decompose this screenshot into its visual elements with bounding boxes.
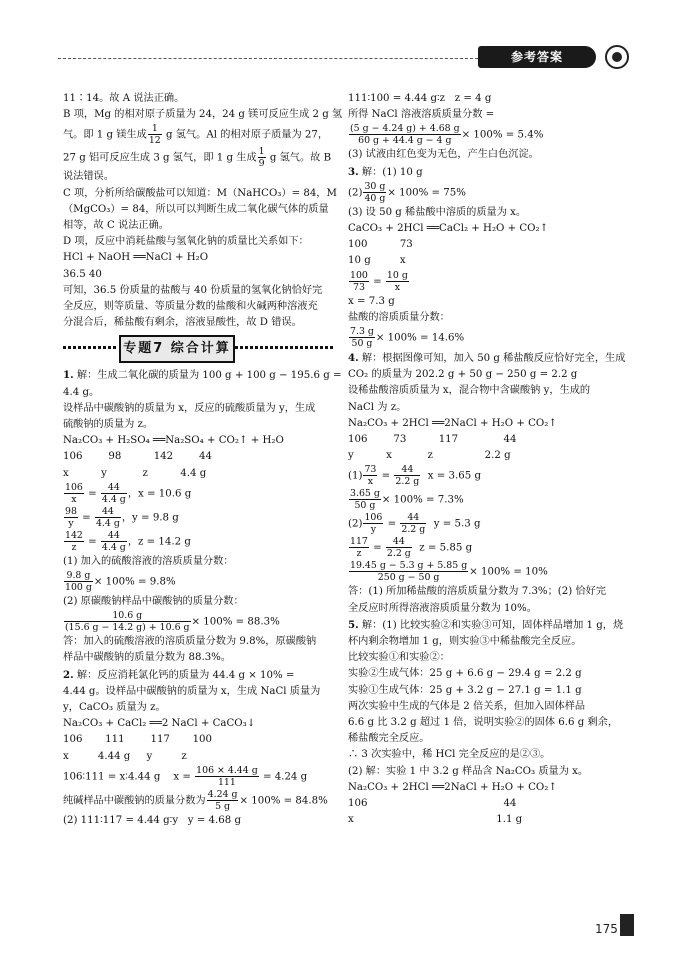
formula: $\frac{19.45 g - 5.3 g + 5.85 g}{250 g - 50 g}$ × 100% = 10% xyxy=(350,560,548,584)
text-line: 6.6 g 比 3.2 g 超过 1 倍，说明实验②的固体 6.6 g 剩余， xyxy=(348,717,619,729)
text-line: 气。即 1 g 镁生成 $\frac{1}{12}$ g 氢气。Al 的相对原子质量为 27， xyxy=(63,123,329,147)
equation: Na₂CO₃ + 2HCl ══2NaCl + H₂O + CO₂↑ xyxy=(348,781,557,793)
text-line: (1) 加入的硫酸溶液的溶质质量分数： xyxy=(63,555,234,567)
text-line: y，CaCO₃ 质量为 z。 xyxy=(63,702,166,714)
question-2-line: 2. 解：反应消耗氯化钙的质量为 44.4 g × 10% = xyxy=(63,668,295,681)
formula: $\frac{9.8 g}{100 g}$ × 100% = 9.8% xyxy=(65,570,176,594)
text-line: 实验①生成气体：25 g + 3.2 g − 27.1 g = 1.1 g xyxy=(348,684,582,696)
fraction: $\frac{1}{9}$ xyxy=(258,146,265,170)
text-line: 比较实验①和实验②： xyxy=(348,652,450,664)
text-line: 设稀盐酸溶质质量为 x，混合物中含碳酸钠 y，生成的 xyxy=(348,385,591,397)
formula: $\frac{(5 g - 4.24 g) + 4.68 g}{60 g + 44.4 g - 4 g}$ × 100% = 5.4% xyxy=(350,123,544,147)
text-line: CO₂ 的质量为 202.2 g + 50 g − 250 g = 2.2 g xyxy=(348,369,578,381)
page-number: 175 xyxy=(595,922,618,936)
equation: Na₂CO₃ + CaCl₂ ══2 NaCl + CaCO₃↓ xyxy=(63,718,256,730)
text-line: C 项，分析所给碳酸盐可以知道：M（NaHCO₃）= 84，M xyxy=(63,187,337,199)
equation-masses: 106 98 142 44 xyxy=(63,451,213,463)
text-line: 样品中碳酸钠的质量分数为 88.3%。 xyxy=(63,652,232,664)
text-line: 设样品中碳酸钠的质量为 x，反应的硫酸质量为 y，生成 xyxy=(63,402,316,414)
text-line: D 项，反应中消耗盐酸与氢氧化钠的质量比关系如下： xyxy=(63,236,309,248)
text-line: x = 7.3 g xyxy=(348,295,395,307)
title-bar-left xyxy=(63,346,117,349)
question-3-line: 3. 解：(1) 10 g xyxy=(348,165,423,178)
text-line: 11∶14。故 A 说法正确。 xyxy=(63,93,185,104)
text-line: (3) 试液由红色变为无色，产生白色沉淀。 xyxy=(348,149,539,161)
text-line: 分混合后，稀盐酸有剩余，溶液显酸性，故 D 错误。 xyxy=(63,317,302,329)
text-line: (2) 111∶117 = 4.44 g∶y y = 4.68 g xyxy=(63,814,241,826)
proportion: $\frac{106}{x}$ = $\frac{44}{4.4 g}$ ，x = 10.6 g xyxy=(65,481,192,505)
text-line: 答：加入的硫酸溶液的溶质质量分数为 9.8%，原碳酸钠 xyxy=(63,636,317,648)
question-5-line: 5. 解：(1) 比较实验②和实验③可知，固体样品增加 1 g，烧 xyxy=(348,618,624,631)
equation: HCl + NaOH ══NaCl + H₂O xyxy=(63,252,209,264)
equation-masses: 106 44 xyxy=(348,798,517,810)
text-line: 稀盐酸完全反应。 xyxy=(348,733,430,745)
equation-unknowns: y x z 2.2 g xyxy=(348,450,511,462)
text-line: (2) 原碳酸钠样品中碳酸钠的质量分数： xyxy=(63,596,244,608)
header-rule xyxy=(58,58,478,59)
text-line: 杯内剩余物增加 1 g，则实验③中稀盐酸完全反应。 xyxy=(348,636,582,648)
right-column xyxy=(348,91,626,829)
text-line: 盐酸的溶质质量分数： xyxy=(348,311,450,323)
text-line: 可知，36.5 份质量的盐酸与 40 份质量的氢氧化钠恰好完 xyxy=(63,284,323,296)
proportion: (1) $\frac{73}{x}$ = $\frac{44}{2.2 g}$ x = 3.65 g xyxy=(348,464,481,488)
text-line: NaCl 为 z。 xyxy=(348,401,407,413)
equation-unknowns: x y z 4.4 g xyxy=(63,467,207,479)
formula: $\frac{10.6 g}{(15.6 g - 14.2 g) + 10.6 g}$ × 100% = 88.3% xyxy=(65,610,280,634)
text-line: 硫酸钠的质量为 z。 xyxy=(63,419,154,431)
formula: (2) $\frac{30 g}{40 g}$ × 100% = 75% xyxy=(348,180,466,204)
text-line: 所得 NaCl 溶液溶质质量分数 = xyxy=(348,109,495,121)
text-line: 实验②生成气体：25 g + 6.6 g − 29.4 g = 2.2 g xyxy=(348,668,582,680)
text-line: 4.44 g。设样品中碳酸钠的质量为 x，生成 NaCl 质量为 xyxy=(63,685,321,697)
section-title: 专题7 综合计算 xyxy=(119,335,235,363)
equation-masses: 106 73 117 44 xyxy=(348,434,517,446)
text-line: 全反应，则等质量、等质量分数的盐酸和火碱两种溶液充 xyxy=(63,301,318,313)
proportion: $\frac{117}{z}$ = $\frac{44}{2.2 g}$ z = 5.85 g xyxy=(350,536,473,560)
answer-key-badge: 参考答案 xyxy=(478,46,596,68)
section-title-block xyxy=(63,335,333,361)
equation: Na₂CO₃ + 2HCl ══2NaCl + H₂O + CO₂↑ xyxy=(348,417,557,429)
header-decoration-icon xyxy=(602,44,632,70)
text-line: (2) 解：实验 1 中 3.2 g 样品含 Na₂CO₃ 质量为 x。 xyxy=(348,765,589,777)
page-tab-marker xyxy=(620,914,634,936)
text-line: （MgCO₃）= 84，所以可以判断生成二氧化碳气体的质量 xyxy=(63,203,329,215)
formula: 纯碱样品中碳酸钠的质量分数为 $\frac{4.24 g}{5 g}$ × 100% = 84.8% xyxy=(63,788,328,812)
formula: $\frac{7.3 g}{50 g}$ × 100% = 14.6% xyxy=(350,326,465,350)
text-line: 答：(1) 所加稀盐酸的溶质质量分数为 7.3%；(2) 恰好完 xyxy=(348,586,607,598)
formula: 106∶111 = x∶4.44 g x = $\frac{106 \times 4.44 g}{111}$ = 4.24 g xyxy=(63,764,308,788)
question-4-line: 4. 解：根据图像可知，加入 50 g 稀盐酸反应恰好完全，生成 xyxy=(348,352,626,365)
proportion: (2) $\frac{106}{y}$ = $\frac{44}{2.2 g}$ y = 5.3 g xyxy=(348,512,481,536)
text-line: 全反应时所得溶液溶质质量分数为 10%。 xyxy=(348,602,537,614)
equation-unknowns: 10 g x xyxy=(348,255,406,267)
proportion: $\frac{100}{73}$ = $\frac{10 g}{x}$ xyxy=(350,269,408,293)
text-line: ∴ 3 次实验中，稀 HCl 完全反应的是②③。 xyxy=(348,749,551,761)
title-bar-right xyxy=(235,346,333,349)
text-line: 相等，故 C 说法正确。 xyxy=(63,220,169,232)
left-column xyxy=(63,91,343,829)
proportion: $\frac{142}{z}$ = $\frac{44}{4.4 g}$ ，z = 14.2 g xyxy=(65,529,191,553)
text-line: 说法错误。 xyxy=(63,171,114,183)
text-line: B 项，Mg 的相对原子质量为 24，24 g 镁可反应生成 2 g 氢 xyxy=(63,109,343,121)
equation: Na₂CO₃ + H₂SO₄ ══Na₂SO₄ + CO₂↑ + H₂O xyxy=(63,435,284,447)
equation-masses: 106 111 117 100 xyxy=(63,734,213,746)
text-line: 111∶100 = 4.44 g∶z z = 4 g xyxy=(348,93,492,104)
text-line: 27 g 铝可反应生成 3 g 氢气，即 1 g 生成 $\frac{1}{9}$ g 氢气。故 B xyxy=(63,146,332,170)
equation-unknowns: x 1.1 g xyxy=(348,814,523,826)
text-line: 两次实验中生成的气体是 2 倍关系，但加入固体样品 xyxy=(348,700,586,712)
text-line: (3) 设 50 g 稀盐酸中溶质的质量为 x。 xyxy=(348,206,527,218)
equation-unknowns: x 4.44 g y z xyxy=(63,750,187,762)
proportion: $\frac{98}{y}$ = $\frac{44}{4.4 g}$ ，y = 9.8 g xyxy=(65,505,179,529)
equation: CaCO₃ + 2HCl ══CaCl₂ + H₂O + CO₂↑ xyxy=(348,223,549,235)
text-line: 4.4 g。 xyxy=(63,386,100,398)
fraction: $\frac{1}{12}$ xyxy=(148,123,161,147)
equation-masses: 36.5 40 xyxy=(63,268,102,280)
question-1-line: 1. 解：生成二氧化碳的质量为 100 g + 100 g − 195.6 g = xyxy=(63,369,342,382)
equation-masses: 100 73 xyxy=(348,239,413,251)
formula: $\frac{3.65 g}{50 g}$ × 100% = 7.3% xyxy=(350,488,464,512)
